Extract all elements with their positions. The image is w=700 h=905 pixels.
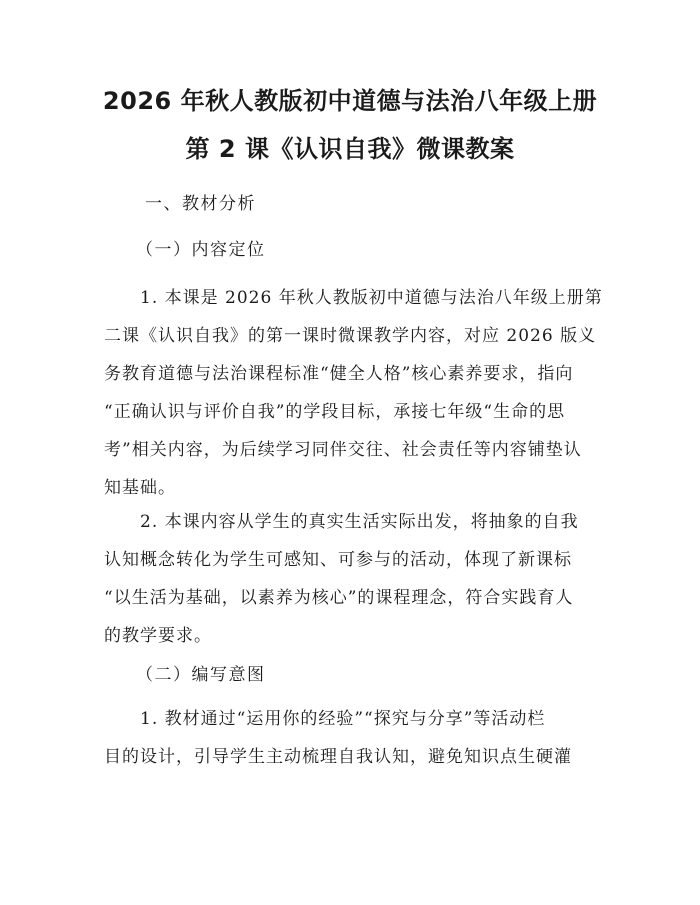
paragraph-line: 1. 本课是 2026 年秋人教版初中道德与法治八年级上册第 <box>140 288 603 308</box>
paragraph-line: 的教学要求。 <box>104 626 212 646</box>
paragraph-line: 2. 本课内容从学生的真实生活实际出发，将抽象的自我 <box>140 512 579 532</box>
paragraph-line: 考”相关内容，为后续学习同伴交往、社会责任等内容铺垫认 <box>104 440 582 460</box>
paragraph-1 <box>104 279 603 507</box>
paragraph-line: 认知概念转化为学生可感知、可参与的活动，体现了新课标 <box>104 550 572 570</box>
section-heading-teaching-material-analysis: 一、教材分析 <box>145 194 256 214</box>
paragraph-line: 二课《认识自我》的第一课时微课教学内容，对应 2026 版义 <box>104 326 597 346</box>
document-title-line-1: 2026 年秋人教版初中道德与法治八年级上册 <box>102 87 598 115</box>
subsection-heading-content-positioning: （一）内容定位 <box>136 240 266 260</box>
paragraph-line: “正确认识与评价自我”的学段目标，承接七年级“生命的思 <box>104 402 566 422</box>
paragraph-line: 知基础。 <box>104 478 176 498</box>
document-title-line-2: 第 2 课《认识自我》微课教案 <box>185 135 515 163</box>
paragraph-3 <box>104 700 599 776</box>
paragraph-line: “以生活为基础，以素养为核心”的课程理念，符合实践育人 <box>104 588 574 608</box>
paragraph-line: 目的设计，引导学生主动梳理自我认知，避免知识点生硬灌 <box>104 747 572 767</box>
paragraph-line: 1. 教材通过“运用你的经验”“探究与分享”等活动栏 <box>140 709 546 729</box>
paragraph-line: 务教育道德与法治课程标准“健全人格”核心素养要求，指向 <box>104 364 574 384</box>
subsection-heading-writing-intention: （二）编写意图 <box>136 665 266 685</box>
paragraph-2 <box>104 503 599 655</box>
